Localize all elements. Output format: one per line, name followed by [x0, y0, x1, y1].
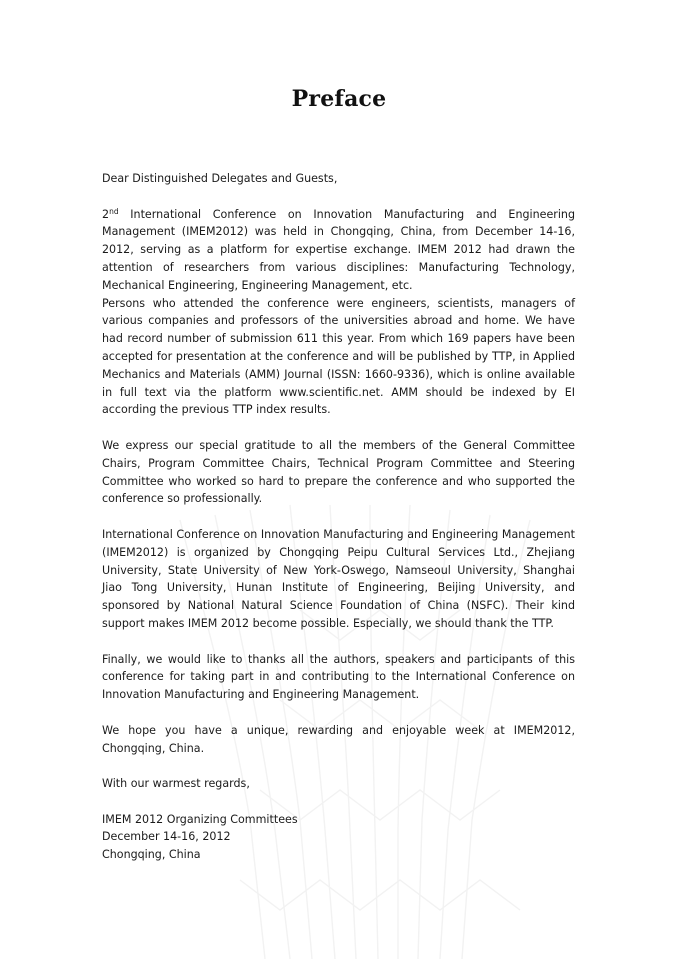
signature-block [102, 811, 575, 864]
paragraph-text: International Conference on Innovation Manufacturing and Engineering Management (IMEM2012) was held in Chongqing, China, from December 14-16, 2012, serving as a platform for expertise exchange. IMEM 2012 had drawn the attention of researchers from various disciplines: Manufacturing Technology, Mechanical Engineering, Engineering Management, etc. [102, 207, 575, 292]
paragraph-wishes: We hope you have a unique, rewarding and enjoyable week at IMEM2012, Chongqing, China. [102, 723, 575, 755]
paragraph-thanks: Finally, we would like to thanks all the authors, speakers and participants of this conference for taking part in and contributing to the International Conference on Innovation Manufacturing and Engineering Management. [102, 652, 575, 702]
paragraph-submissions: Persons who attended the conference were engineers, scientists, managers of various companies and professors of the universities abroad and home. We have had record number of submission 611 this year. From which 169 papers have been accepted for presentation at the conference and will be published by TTP, in Applied Mechanics and Materials (AMM) Journal (ISSN: 1660-9336), which is online available in full text via the platform www.scientific.net. AMM should be indexed by EI according the previous TTP index results. [102, 296, 575, 417]
paragraph-conference-intro [102, 206, 575, 295]
ordinal-suffix: nd [109, 206, 119, 216]
letter-body [102, 170, 575, 864]
page-title: Preface [291, 86, 387, 112]
closing: With our warmest regards, [102, 777, 250, 791]
paragraph-organizers: International Conference on Innovation Manufacturing and Engineering Management (IMEM2012) is organized by Chongqing Peipu Cultural Services Ltd., Zhejiang University, State University of New York-Oswego, Namseoul University, Shanghai Jiao Tong University, Hunan Institute of Engineering, Beijing University, and sponsored by National Natural Science Foundation of China (NSFC). Their kind support makes IMEM 2012 become possible. Especially, we should thank the TTP. [102, 527, 575, 630]
ordinal-number: 2 [102, 207, 110, 221]
signature-date: December 14-16, 2012 [102, 830, 231, 844]
paragraph-gratitude: We express our special gratitude to all the members of the General Committee Chairs, Program Committee Chairs, Technical Program Committee and Steering Committee who worked so hard to prepare the conference and who supported the conference so professionally. [102, 438, 575, 506]
signature-organization: IMEM 2012 Organizing Committees [102, 812, 298, 826]
signature-location: Chongqing, China [102, 848, 201, 862]
salutation: Dear Distinguished Delegates and Guests, [102, 172, 338, 185]
